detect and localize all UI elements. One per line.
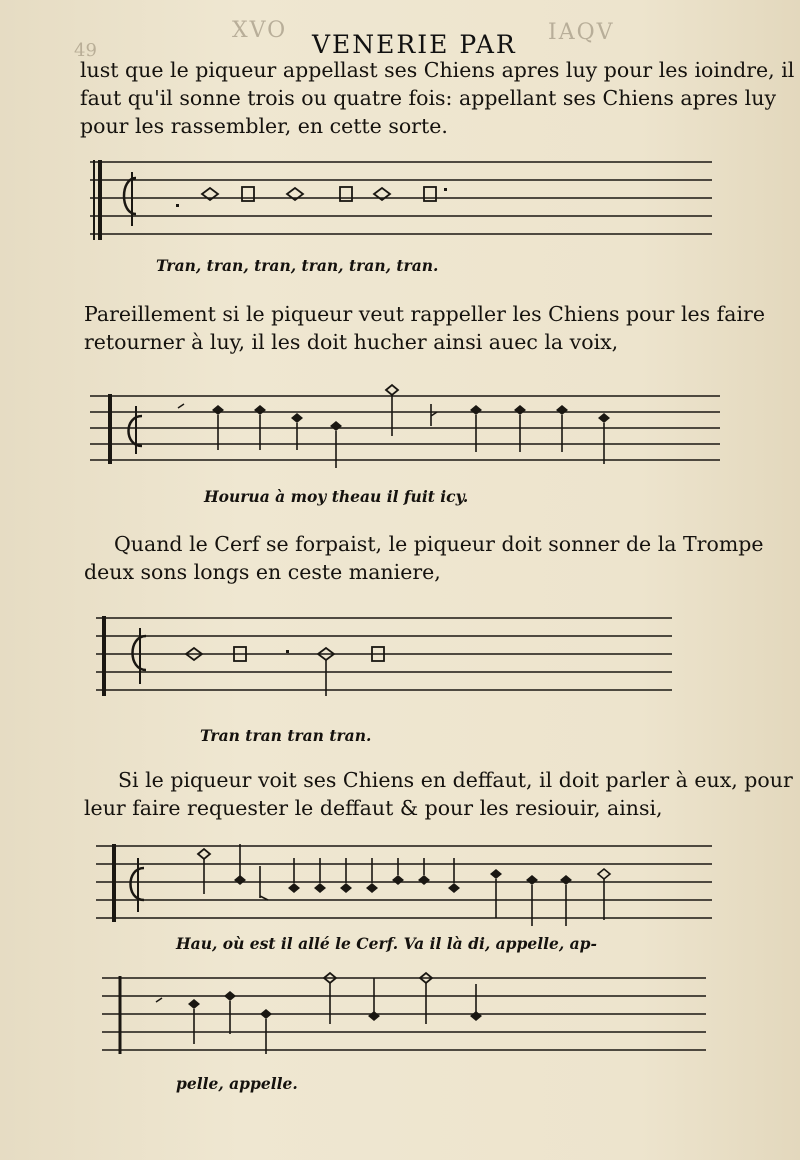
running-title: VENERIE PAR (312, 30, 517, 59)
page-number: 49 (74, 40, 97, 61)
text-line: retourner à luy, il les doit hucher ainsi auec la voix, (84, 330, 619, 354)
text-line: pour les rassembler, en cette sorte. (80, 114, 448, 138)
text-line: Pareillement si le piqueur veut rappeller les Chiens pour les faire (84, 302, 765, 326)
lyric-line: Tran, tran, tran, tran, tran, tran. (156, 256, 439, 275)
lyric-line: pelle, appelle. (176, 1074, 298, 1093)
text-line: leur faire requester le deffaut & pour les resiouir, ainsi, (84, 796, 663, 820)
lyric-line: Hourua à moy theau il fuit icy. (204, 487, 469, 506)
page-header (0, 14, 800, 61)
bleed-through-text: XVO (232, 18, 288, 43)
lyric-line: Hau, où est il allé le Cerf. Va il là di, appelle, ap- (176, 934, 597, 953)
music-staff (86, 380, 722, 476)
bleed-through-text: IAQV (548, 20, 615, 45)
music-staff (84, 150, 714, 244)
music-staff (90, 608, 676, 700)
text-line: Si le piqueur voit ses Chiens en deffaut, il doit parler à eux, pour (118, 768, 793, 792)
text-line: faut qu'il sonne trois ou quatre fois: appellant ses Chiens apres luy (80, 86, 777, 110)
text-line: Quand le Cerf se forpaist, le piqueur doit sonner de la Trompe (114, 532, 764, 556)
music-staff (98, 964, 710, 1060)
text-line: deux sons longs en ceste maniere, (84, 560, 441, 584)
lyric-line: Tran tran tran tran. (200, 726, 372, 745)
music-staff (90, 836, 716, 932)
text-line: lust que le piqueur appellast ses Chiens apres luy pour les ioindre, il (80, 58, 795, 82)
